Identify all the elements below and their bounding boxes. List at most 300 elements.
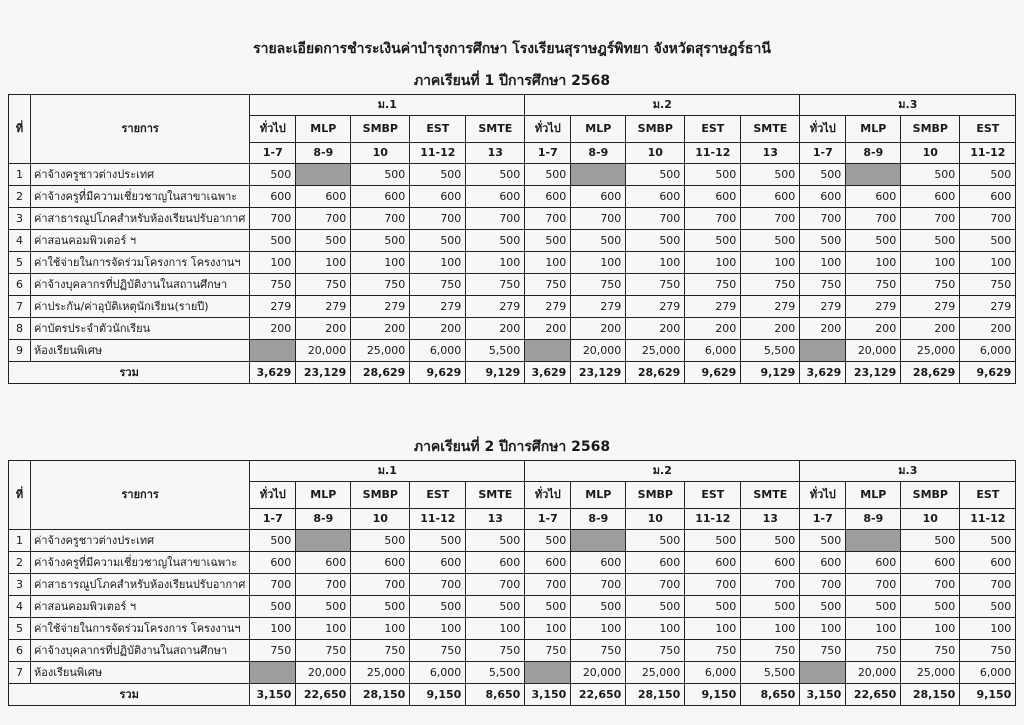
row-item-label: ค่าจ้างบุคลากรที่ปฏิบัติงานในสถานศึกษา <box>31 640 250 662</box>
fee-cell: 279 <box>846 296 901 318</box>
fee-cell: 100 <box>960 252 1016 274</box>
range-header: 1-7 <box>525 143 571 164</box>
range-header: 11-12 <box>685 143 741 164</box>
table-row <box>9 186 1016 208</box>
grade-header: ม.2 <box>525 95 800 116</box>
range-header: 13 <box>466 143 525 164</box>
fee-cell: 500 <box>250 530 296 552</box>
shaded-empty-cell <box>250 340 296 362</box>
row-index: 3 <box>9 208 31 230</box>
program-header: MLP <box>571 482 626 509</box>
fee-cell: 200 <box>741 318 800 340</box>
fee-cell: 100 <box>525 618 571 640</box>
fee-cell: 500 <box>800 596 846 618</box>
range-header: 1-7 <box>250 509 296 530</box>
fee-cell: 279 <box>960 296 1016 318</box>
fee-cell: 750 <box>466 640 525 662</box>
fee-cell: 700 <box>960 574 1016 596</box>
fee-cell: 500 <box>846 230 901 252</box>
fee-cell: 100 <box>351 618 410 640</box>
program-header: SMBP <box>626 482 685 509</box>
fee-cell: 750 <box>410 274 466 296</box>
fee-cell: 100 <box>960 618 1016 640</box>
fee-cell: 600 <box>960 186 1016 208</box>
fee-cell: 700 <box>571 208 626 230</box>
row-item-label: ค่าบัตรประจำตัวนักเรียน <box>31 318 250 340</box>
fee-cell: 200 <box>351 318 410 340</box>
fee-cell: 500 <box>741 596 800 618</box>
row-index: 1 <box>9 164 31 186</box>
total-cell: 9,150 <box>410 684 466 706</box>
fee-cell: 600 <box>351 186 410 208</box>
fee-cell: 700 <box>250 574 296 596</box>
fee-cell: 500 <box>351 596 410 618</box>
fee-cell: 500 <box>525 164 571 186</box>
document-title: รายละเอียดการชำระเงินค่าบำรุงการศึกษา โรงเรียนสุราษฎร์พิทยา จังหวัดสุราษฎร์ธานี <box>253 41 771 57</box>
fee-cell: 750 <box>571 640 626 662</box>
row-item-label: ค่าใช้จ่ายในการจัดร่วมโครงการ โครงงานฯ <box>31 252 250 274</box>
fee-cell: 6,000 <box>960 340 1016 362</box>
fee-cell: 100 <box>296 252 351 274</box>
table-row <box>9 596 1016 618</box>
program-header: ทั่วไป <box>800 116 846 143</box>
fee-cell: 500 <box>410 164 466 186</box>
fee-cell: 500 <box>626 230 685 252</box>
fee-cell: 279 <box>626 296 685 318</box>
row-index: 3 <box>9 574 31 596</box>
range-header: 10 <box>901 143 960 164</box>
grade-header: ม.2 <box>525 461 800 482</box>
fee-cell: 500 <box>410 230 466 252</box>
fee-cell: 750 <box>250 640 296 662</box>
range-header: 10 <box>626 143 685 164</box>
fee-cell: 500 <box>741 230 800 252</box>
fee-cell: 6,000 <box>685 662 741 684</box>
fee-cell: 5,500 <box>741 662 800 684</box>
fee-cell: 200 <box>525 318 571 340</box>
fee-cell: 100 <box>800 252 846 274</box>
fee-cell: 600 <box>296 552 351 574</box>
fee-cell: 20,000 <box>296 340 351 362</box>
total-cell: 9,629 <box>960 362 1016 384</box>
row-item-label: ห้องเรียนพิเศษ <box>31 340 250 362</box>
program-header: SMTE <box>741 116 800 143</box>
row-index: 9 <box>9 340 31 362</box>
fee-cell: 500 <box>571 596 626 618</box>
program-header: ทั่วไป <box>525 116 571 143</box>
fee-cell: 25,000 <box>351 662 410 684</box>
fee-cell: 279 <box>525 296 571 318</box>
grade-header-row <box>9 461 1016 482</box>
fee-cell: 279 <box>466 296 525 318</box>
fee-cell: 600 <box>466 552 525 574</box>
fee-cell: 600 <box>351 552 410 574</box>
fee-cell: 500 <box>626 164 685 186</box>
fee-cell: 500 <box>626 596 685 618</box>
fee-cell: 750 <box>351 640 410 662</box>
fee-cell: 600 <box>626 186 685 208</box>
fee-cell: 500 <box>250 596 296 618</box>
fee-cell: 500 <box>741 164 800 186</box>
fee-cell: 100 <box>250 252 296 274</box>
total-cell: 28,150 <box>351 684 410 706</box>
fee-cell: 600 <box>685 552 741 574</box>
program-header: ทั่วไป <box>250 482 296 509</box>
range-header: 1-7 <box>250 143 296 164</box>
fee-cell: 600 <box>800 552 846 574</box>
semester-1-fee-table <box>8 94 1016 384</box>
fee-cell: 750 <box>571 274 626 296</box>
fee-cell: 600 <box>571 186 626 208</box>
fee-cell: 500 <box>296 230 351 252</box>
fee-cell: 200 <box>960 318 1016 340</box>
fee-cell: 500 <box>466 230 525 252</box>
fee-cell: 100 <box>571 618 626 640</box>
fee-cell: 20,000 <box>571 662 626 684</box>
fee-cell: 700 <box>741 574 800 596</box>
range-header: 11-12 <box>410 509 466 530</box>
fee-cell: 200 <box>626 318 685 340</box>
fee-cell: 750 <box>846 640 901 662</box>
fee-cell: 100 <box>741 618 800 640</box>
fee-cell: 25,000 <box>351 340 410 362</box>
fee-cell: 700 <box>800 208 846 230</box>
fee-cell: 600 <box>525 552 571 574</box>
program-header: SMBP <box>901 482 960 509</box>
range-header: 8-9 <box>846 143 901 164</box>
program-header: MLP <box>846 116 901 143</box>
range-header: 11-12 <box>960 509 1016 530</box>
fee-cell: 700 <box>800 574 846 596</box>
fee-cell: 700 <box>525 208 571 230</box>
program-header: EST <box>960 116 1016 143</box>
fee-cell: 6,000 <box>410 662 466 684</box>
fee-cell: 750 <box>250 274 296 296</box>
fee-cell: 750 <box>296 640 351 662</box>
program-header: SMTE <box>741 482 800 509</box>
fee-cell: 750 <box>626 274 685 296</box>
range-header: 11-12 <box>960 143 1016 164</box>
shaded-empty-cell <box>571 164 626 186</box>
fee-cell: 200 <box>846 318 901 340</box>
fee-cell: 750 <box>741 640 800 662</box>
table-row <box>9 662 1016 684</box>
row-index: 8 <box>9 318 31 340</box>
total-cell: 9,150 <box>685 684 741 706</box>
total-cell: 3,629 <box>800 362 846 384</box>
program-header: ทั่วไป <box>525 482 571 509</box>
fee-cell: 600 <box>685 186 741 208</box>
fee-cell: 500 <box>685 530 741 552</box>
fee-cell: 5,500 <box>741 340 800 362</box>
total-label: รวม <box>9 362 250 384</box>
fee-cell: 100 <box>525 252 571 274</box>
fee-cell: 500 <box>901 596 960 618</box>
fee-cell: 200 <box>466 318 525 340</box>
fee-cell: 500 <box>685 596 741 618</box>
total-cell: 8,650 <box>741 684 800 706</box>
fee-cell: 500 <box>901 164 960 186</box>
shaded-empty-cell <box>296 164 351 186</box>
fee-cell: 500 <box>466 530 525 552</box>
fee-cell: 6,000 <box>960 662 1016 684</box>
total-cell: 9,150 <box>960 684 1016 706</box>
total-cell: 3,150 <box>800 684 846 706</box>
row-index: 6 <box>9 274 31 296</box>
fee-cell: 279 <box>685 296 741 318</box>
program-header: SMBP <box>351 116 410 143</box>
shaded-empty-cell <box>800 340 846 362</box>
fee-cell: 279 <box>901 296 960 318</box>
program-header: SMBP <box>626 116 685 143</box>
fee-cell: 500 <box>571 230 626 252</box>
program-header: SMBP <box>901 116 960 143</box>
fee-cell: 750 <box>685 640 741 662</box>
shaded-empty-cell <box>846 530 901 552</box>
table-row <box>9 552 1016 574</box>
fee-cell: 279 <box>351 296 410 318</box>
table-row <box>9 574 1016 596</box>
total-row <box>9 362 1016 384</box>
fee-cell: 500 <box>901 230 960 252</box>
fee-cell: 279 <box>571 296 626 318</box>
program-header: MLP <box>296 482 351 509</box>
row-index: 5 <box>9 618 31 640</box>
fee-cell: 600 <box>741 186 800 208</box>
grade-header: ม.3 <box>800 95 1016 116</box>
range-header: 8-9 <box>571 143 626 164</box>
fee-cell: 600 <box>846 552 901 574</box>
fee-cell: 500 <box>960 530 1016 552</box>
total-label: รวม <box>9 684 250 706</box>
fee-cell: 750 <box>846 274 901 296</box>
fee-cell: 100 <box>846 618 901 640</box>
fee-cell: 600 <box>410 552 466 574</box>
fee-cell: 600 <box>800 186 846 208</box>
fee-cell: 750 <box>626 640 685 662</box>
shaded-empty-cell <box>250 662 296 684</box>
row-item-label: ห้องเรียนพิเศษ <box>31 662 250 684</box>
fee-cell: 25,000 <box>901 662 960 684</box>
row-item-label: ค่าสาธารณูปโภคสำหรับห้องเรียนปรับอากาศ <box>31 208 250 230</box>
fee-cell: 200 <box>296 318 351 340</box>
fee-cell: 100 <box>901 252 960 274</box>
shaded-empty-cell <box>525 662 571 684</box>
fee-cell: 700 <box>250 208 296 230</box>
fee-cell: 600 <box>901 186 960 208</box>
grade-header: ม.1 <box>250 95 525 116</box>
fee-cell: 500 <box>250 164 296 186</box>
fee-cell: 500 <box>901 530 960 552</box>
fee-cell: 700 <box>901 208 960 230</box>
table-row <box>9 530 1016 552</box>
fee-cell: 750 <box>525 274 571 296</box>
fee-cell: 700 <box>685 574 741 596</box>
fee-cell: 100 <box>741 252 800 274</box>
fee-cell: 500 <box>960 230 1016 252</box>
fee-cell: 6,000 <box>685 340 741 362</box>
program-header: SMBP <box>351 482 410 509</box>
semester-1-title: ภาคเรียนที่ 1 ปีการศึกษา 2568 <box>413 73 611 89</box>
row-index: 2 <box>9 186 31 208</box>
fee-cell: 750 <box>296 274 351 296</box>
total-cell: 3,150 <box>250 684 296 706</box>
program-header: MLP <box>846 482 901 509</box>
fee-cell: 600 <box>250 552 296 574</box>
range-header: 11-12 <box>685 509 741 530</box>
fee-cell: 100 <box>571 252 626 274</box>
table-row <box>9 230 1016 252</box>
fee-cell: 700 <box>626 208 685 230</box>
program-header: SMTE <box>466 116 525 143</box>
table-row <box>9 318 1016 340</box>
item-header: รายการ <box>31 95 250 164</box>
total-cell: 8,650 <box>466 684 525 706</box>
fee-cell: 500 <box>410 596 466 618</box>
total-cell: 9,129 <box>741 362 800 384</box>
range-header: 10 <box>626 509 685 530</box>
range-header: 10 <box>351 509 410 530</box>
fee-cell: 700 <box>351 208 410 230</box>
total-cell: 3,629 <box>525 362 571 384</box>
fee-cell: 100 <box>466 618 525 640</box>
semester-2-title: ภาคเรียนที่ 2 ปีการศึกษา 2568 <box>413 439 611 455</box>
range-header: 10 <box>901 509 960 530</box>
row-index: 5 <box>9 252 31 274</box>
fee-cell: 600 <box>571 552 626 574</box>
fee-cell: 700 <box>296 208 351 230</box>
fee-cell: 750 <box>741 274 800 296</box>
fee-cell: 25,000 <box>901 340 960 362</box>
total-cell: 22,650 <box>296 684 351 706</box>
fee-cell: 600 <box>741 552 800 574</box>
fee-cell: 600 <box>296 186 351 208</box>
total-cell: 23,129 <box>846 362 901 384</box>
program-header: ทั่วไป <box>250 116 296 143</box>
shaded-empty-cell <box>846 164 901 186</box>
fee-cell: 200 <box>410 318 466 340</box>
program-header: MLP <box>296 116 351 143</box>
total-cell: 28,150 <box>901 684 960 706</box>
program-header: ทั่วไป <box>800 482 846 509</box>
fee-cell: 100 <box>410 618 466 640</box>
total-cell: 22,650 <box>571 684 626 706</box>
fee-cell: 700 <box>626 574 685 596</box>
fee-cell: 500 <box>466 164 525 186</box>
fee-cell: 200 <box>800 318 846 340</box>
fee-cell: 500 <box>466 596 525 618</box>
fee-cell: 500 <box>351 230 410 252</box>
fee-cell: 600 <box>960 552 1016 574</box>
fee-cell: 100 <box>685 252 741 274</box>
fee-cell: 600 <box>525 186 571 208</box>
fee-cell: 100 <box>846 252 901 274</box>
fee-cell: 500 <box>296 596 351 618</box>
fee-cell: 600 <box>466 186 525 208</box>
fee-cell: 700 <box>525 574 571 596</box>
fee-cell: 500 <box>351 164 410 186</box>
fee-cell: 5,500 <box>466 662 525 684</box>
grade-header: ม.1 <box>250 461 525 482</box>
fee-cell: 700 <box>351 574 410 596</box>
fee-cell: 600 <box>410 186 466 208</box>
range-header: 8-9 <box>296 509 351 530</box>
row-item-label: ค่าจ้างครูชาวต่างประเทศ <box>31 530 250 552</box>
fee-cell: 100 <box>296 618 351 640</box>
range-header: 8-9 <box>571 509 626 530</box>
fee-cell: 279 <box>410 296 466 318</box>
program-header: EST <box>410 116 466 143</box>
fee-cell: 500 <box>525 230 571 252</box>
fee-cell: 750 <box>525 640 571 662</box>
fee-cell: 750 <box>960 274 1016 296</box>
fee-cell: 700 <box>296 574 351 596</box>
fee-cell: 600 <box>846 186 901 208</box>
fee-cell: 750 <box>800 274 846 296</box>
table-row <box>9 340 1016 362</box>
row-item-label: ค่าประกัน/ค่าอุบัติเหตุนักเรียน(รายปี) <box>31 296 250 318</box>
fee-cell: 20,000 <box>571 340 626 362</box>
fee-cell: 500 <box>960 596 1016 618</box>
fee-cell: 279 <box>741 296 800 318</box>
range-header: 1-7 <box>800 509 846 530</box>
table-row <box>9 208 1016 230</box>
fee-cell: 500 <box>250 230 296 252</box>
fee-cell: 6,000 <box>410 340 466 362</box>
row-item-label: ค่าจ้างครูที่มีความเชี่ยวชาญในสาขาเฉพาะ <box>31 552 250 574</box>
fee-cell: 700 <box>571 574 626 596</box>
range-header: 8-9 <box>846 509 901 530</box>
program-header: EST <box>410 482 466 509</box>
total-cell: 28,629 <box>351 362 410 384</box>
fee-cell: 500 <box>846 596 901 618</box>
fee-cell: 279 <box>296 296 351 318</box>
total-cell: 28,150 <box>626 684 685 706</box>
item-header: รายการ <box>31 461 250 530</box>
fee-cell: 700 <box>410 574 466 596</box>
fee-cell: 750 <box>901 640 960 662</box>
range-header: 13 <box>741 143 800 164</box>
grade-header-row <box>9 95 1016 116</box>
fee-cell: 100 <box>466 252 525 274</box>
fee-cell: 500 <box>410 530 466 552</box>
row-item-label: ค่าจ้างครูที่มีความเชี่ยวชาญในสาขาเฉพาะ <box>31 186 250 208</box>
total-cell: 3,150 <box>525 684 571 706</box>
fee-cell: 500 <box>626 530 685 552</box>
range-header: 1-7 <box>800 143 846 164</box>
row-index: 7 <box>9 296 31 318</box>
fee-cell: 100 <box>901 618 960 640</box>
range-header: 11-12 <box>410 143 466 164</box>
program-header: EST <box>685 116 741 143</box>
shaded-empty-cell <box>571 530 626 552</box>
fee-cell: 700 <box>741 208 800 230</box>
fee-cell: 600 <box>250 186 296 208</box>
fee-cell: 700 <box>466 208 525 230</box>
fee-cell: 700 <box>846 208 901 230</box>
row-item-label: ค่าจ้างบุคลากรที่ปฏิบัติงานในสถานศึกษา <box>31 274 250 296</box>
fee-cell: 750 <box>960 640 1016 662</box>
fee-cell: 700 <box>846 574 901 596</box>
program-header: SMTE <box>466 482 525 509</box>
index-header: ที่ <box>9 95 31 164</box>
fee-cell: 100 <box>800 618 846 640</box>
fee-cell: 700 <box>901 574 960 596</box>
total-cell: 22,650 <box>846 684 901 706</box>
fee-cell: 500 <box>685 230 741 252</box>
fee-cell: 200 <box>901 318 960 340</box>
row-index: 6 <box>9 640 31 662</box>
